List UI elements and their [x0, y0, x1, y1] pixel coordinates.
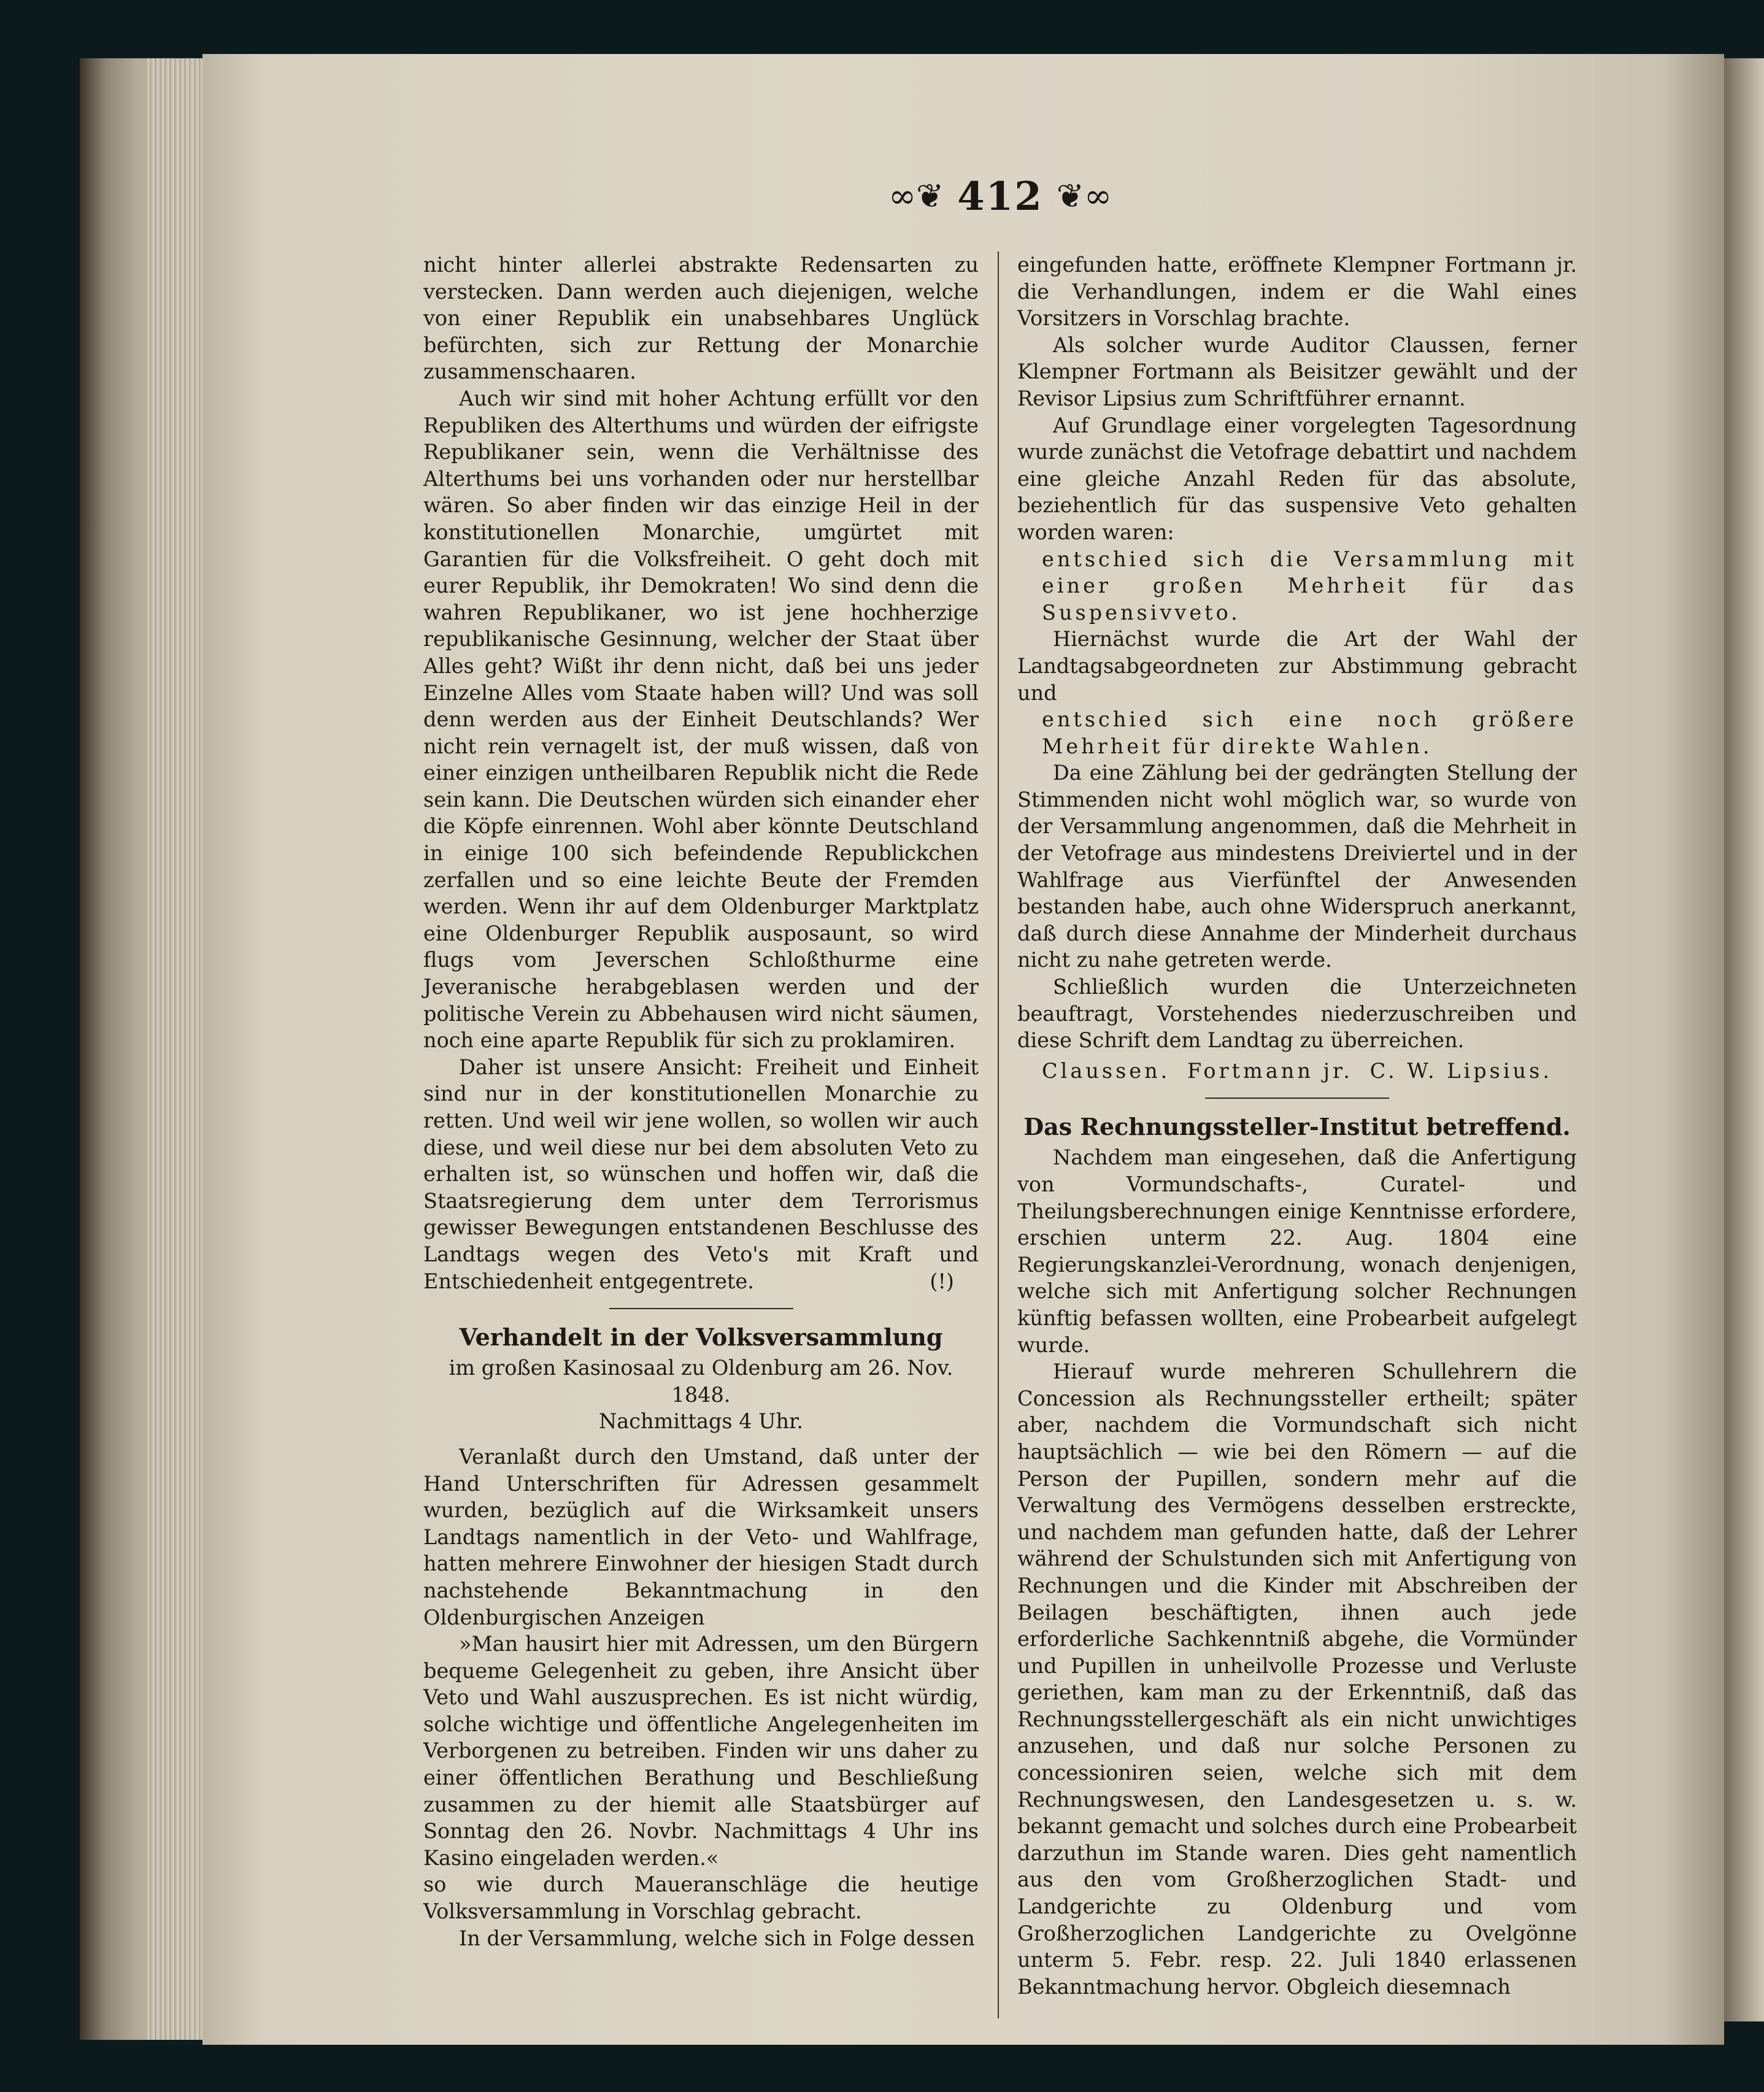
resolution-elections: entschied sich eine noch größere Mehrheit für direkte Wahlen. — [1042, 707, 1577, 758]
exclamation-mark: (!) — [930, 1269, 954, 1293]
page-number: 412 — [957, 173, 1043, 220]
column-rule — [998, 252, 999, 2018]
section-heading: Verhandelt in der Volksversammlung — [459, 1323, 943, 1352]
paragraph: so wie durch Maueranschläge die heutige Volksversammlung in Vorschlag gebracht. — [423, 1872, 979, 1924]
paragraph: Hierauf wurde mehreren Schullehrern die Concession als Rechnungssteller ertheilt; später aber, nachdem die Vormundschaft sich nicht hauptsächlich — wie bei den Römern — auf die Person der Pupillen, sondern mehr auf die Verwaltung des Vermögens desselben erstreckte, und nachdem man gefunden hatte, daß der Lehrer während der Schulstunden sich mit Anfertigung von Rechnungen und die Kinder mit Abschreiben der Beilagen beschäftigten, ihnen auch jede erforderliche Sachkenntniß abgehe, die Vormünder und Pupillen in unheilvolle Prozesse und Verluste geriethen, kam man zu der Erkenntniß, daß das Rechnungsstellergeschäft als ein nicht unwichtiges anzusehen, und daß nur solche Personen zu concessioniren seien, welche sich mit dem Rechnungswesen, den Landesgesetzen u. s. w. bekannt gemacht und solches durch eine Probearbeit darzuthun im Stande waren. Dies geht namentlich aus den vom Großherzoglichen Stadt- und Landgerichte zu Oldenburg und vom Großherzoglichen Landgerichte zu Ovelgönne unterm 5. Febr. resp. 22. Juli 1840 erlassenen Bekanntmachung hervor. Obgleich diesemnach — [1017, 1359, 1577, 1999]
paragraph: In der Versammlung, welche sich in Folge dessen — [459, 1926, 975, 1950]
paragraph: Hiernächst wurde die Art der Wahl der Landtagsabgeordneten zur Abstimmung gebracht und — [1017, 627, 1577, 705]
ornament-left-icon: ∞❦ — [888, 177, 944, 215]
paragraph: eingefunden hatte, eröffnete Klempner Fortmann jr. die Verhandlungen, indem er die Wahl eines Vorsitzers in Vorschlag brachte. — [1017, 253, 1577, 331]
section-subheading: im großen Kasinosaal zu Oldenburg am 26. Nov. 1848. — [449, 1356, 953, 1407]
paragraph: Veranlaßt durch den Umstand, daß unter der Hand Unterschriften für Adressen gesammelt wurden, bezüglich auf die Wirksamkeit unsers Landtags namentlich in der Veto- und Wahlfrage, hatten mehrere Einwohner der hiesigen Stadt durch nachstehende Bekanntmachung in den Oldenburgischen Anzeigen — [423, 1444, 979, 1629]
signature-claussen: Claussen. — [1042, 1058, 1171, 1083]
paragraph: Schließlich wurden die Unterzeichneten beauftragt, Vorstehendes niederzuschreiben und diese Schrift dem Landtag zu überreichen. — [1017, 975, 1577, 1053]
separator-rule — [609, 1308, 793, 1309]
paragraph: nicht hinter allerlei abstrakte Redensarten zu verstecken. Dann werden auch diejenigen, welche von einer Republik ein unabsehbares Unglück befürchten, sich zur Rettung der Monarchie zusammenschaaren. — [423, 253, 979, 384]
right-column — [1017, 252, 1577, 2000]
left-column — [423, 252, 979, 1952]
paragraph-text: Daher ist unsere Ansicht: Freiheit und Einheit sind nur in der konstitutionellen Monarchie zu retten. Und weil wir jene wollen, so wollen wir auch diese, und weil diese nur bei dem absoluten Veto zu erhalten ist, so wünschen und hoffen wir, daß die Staatsregierung dem unter dem Terrorismus gewisser Bewegungen entstandenen Beschlusse des Landtags wegen des Veto's mit Kraft und Entschiedenheit entgegentrete. — [423, 1055, 979, 1293]
paragraph — [423, 1054, 979, 1294]
book-edge-right — [1721, 58, 1764, 2021]
quoted-announcement: »Man hausirt hier mit Adressen, um den Bürgern bequeme Gelegenheit zu geben, ihre Ansicht über Veto und Wahl auszusprechen. Es ist nicht würdig, solche wichtige und öffentliche Angelegenheiten im Verborgenen zu betreiben. Finden wir uns daher zu einer öffentlichen Berathung und Beschließung zusammen zu der hiemit alle Staatsbürger auf Sonntag den 26. Novbr. Nachmittags 4 Uhr ins Kasino eingeladen werden.« — [423, 1632, 979, 1870]
separator-rule — [1205, 1098, 1389, 1099]
resolution-veto: entschied sich die Versammlung mit einer großen Mehrheit für das Suspensivveto. — [1042, 547, 1577, 625]
paragraph: Auf Grundlage einer vorgelegten Tagesordnung wurde zunächst die Vetofrage debattirt und nachdem eine gleiche Anzahl Reden für das absolute, beziehentlich für das suspensive Veto gehalten worden waren: — [1017, 413, 1577, 544]
paragraph: Da eine Zählung bei der gedrängten Stellung der Stimmenden nicht wohl möglich war, so wurde von der Versammlung angenommen, daß die Mehrheit in der Vetofrage aus mindestens Dreiviertel und in der Wahlfrage aus Vierfünftel der Anwesenden bestanden habe, auch ohne Widerspruch anerkannt, daß durch diese Annahme der Minderheit durchaus nicht zu nahe getreten werde. — [1017, 761, 1577, 972]
paragraph: Nachdem man eingesehen, daß die Anfertigung von Vormundschafts-, Curatel- und Theilungsberechnungen einige Kenntnisse erfordere, erschien unterm 22. Aug. 1804 eine Regierungskanzlei-Verordnung, wonach denjenigen, welche sich mit Anfertigung solcher Rechnungen künftig befassen wollten, eine Probearbeit aufgelegt wurde. — [1017, 1145, 1577, 1357]
running-head — [853, 169, 1147, 224]
ornament-right-icon: ❦∞ — [1056, 177, 1112, 215]
signatures — [1017, 1058, 1577, 1085]
section-heading: Das Rechnungssteller-Institut betreffend. — [1023, 1113, 1571, 1141]
paragraph: Als solcher wurde Auditor Claussen, ferner Klempner Fortmann als Beisitzer gewählt und der Revisor Lipsius zum Schriftführer ernannt. — [1017, 333, 1577, 410]
signature-lipsius: C. W. Lipsius. — [1369, 1058, 1552, 1083]
section-time: Nachmittags 4 Uhr. — [598, 1409, 804, 1434]
paragraph: Auch wir sind mit hoher Achtung erfüllt vor den Republiken des Alterthums und würden der eifrigste Republikaner sein, wenn die Verhältnisse des Alterthums bei uns vorhanden oder nur herstellbar wären. So aber finden wir das einzige Heil in der konstitutionellen Monarchie, umgürtet mit Garantien für die Volksfreiheit. O geht doch mit eurer Republik, ihr Demokraten! Wo sind denn die wahren Republikaner, wo ist jene hochherzige republikanische Gesinnung, welcher der Staat über Alles geht? Wißt ihr denn nicht, daß bei uns jeder Einzelne Alles vom Staate haben will? Und was soll denn werden aus der Einheit Deutschlands? Wer nicht rein vernagelt ist, der muß wissen, daß von einer einzigen untheilbaren Republik nicht die Rede sein kann. Die Deutschen würden sich einander eher die Köpfe einrennen. Wohl aber könnte Deutschland in einige 100 sich befeindende Republickchen zerfallen und so eine leichte Beute der Fremden werden. Wenn ihr auf dem Oldenburger Marktplatz eine Oldenburger Republik ausposaunt, so wird flugs vom Jeverschen Schloßthurme eine Jeveranische herabgeblasen werden und der politische Verein zu Abbehausen wird nicht säumen, noch eine aparte Republik für sich zu proklamiren. — [423, 386, 979, 1053]
signature-fortmann: Fortmann jr. — [1187, 1058, 1353, 1083]
